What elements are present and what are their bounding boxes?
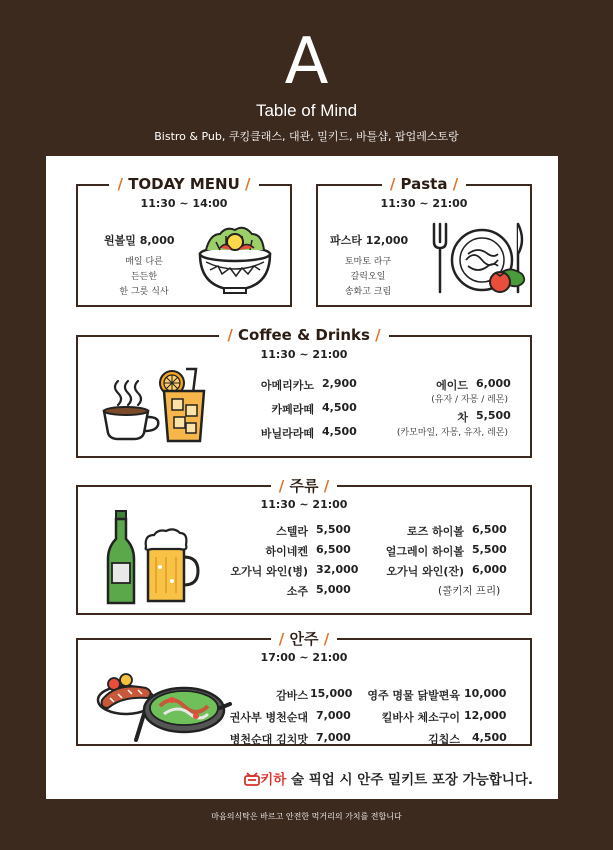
- coffee-item-price-3: 4,500: [322, 425, 357, 438]
- snack-left-name-2: 권사부 병천순대: [229, 711, 308, 724]
- liquor-left-name-4: 소주: [286, 585, 308, 598]
- ade-name: 에이드: [436, 379, 468, 392]
- today-title: TODAY MENU: [128, 175, 240, 193]
- today-desc-1: 매일 다른: [125, 257, 163, 267]
- today-hours: 11:30 ~ 14:00: [140, 197, 228, 210]
- snack-left-price-3: 7,000: [316, 731, 351, 744]
- liquor-box: / 주류 / 11:30 ~ 21:00 스텔라 5,500 하이네켄 6,500 오가닉 와인(병) 32,000 소주 5,000 로즈 하이볼 6,500 얼그레이 하이볼 5,500 오가닉 와인(잔) 6,000 (콜키지 프리): [76, 485, 532, 615]
- pasta-hours: 11:30 ~ 21:00: [380, 197, 468, 210]
- tea-price: 5,500: [476, 409, 511, 422]
- coffee-hours: 11:30 ~ 21:00: [260, 348, 348, 361]
- iced-drink-icon: [156, 365, 214, 445]
- liquor-left-price-3: 32,000: [316, 563, 359, 576]
- liquor-left-price-1: 5,500: [316, 523, 351, 536]
- soju-bottle-icon: [106, 509, 136, 607]
- snack-left-price-2: 7,000: [316, 709, 351, 722]
- coffee-item-name-1: 아메리카노: [260, 379, 314, 392]
- bibimbap-bowl-icon: [196, 220, 274, 298]
- pasta-title: Pasta: [400, 175, 448, 193]
- snack-right-price-3: 4,500: [472, 731, 507, 744]
- snack-right-name-1: 영주 명물 닭발편육: [367, 689, 460, 702]
- liquor-right-price-3: 6,000: [472, 563, 507, 576]
- snack-right-price-2: 12,000: [464, 709, 507, 722]
- liquor-left-name-3: 오가닉 와인(병): [230, 565, 308, 578]
- pickup-notice-text: 술 픽업 시 안주 밀키트 포장 가능합니다.: [286, 772, 533, 788]
- snack-left-name-1: 감바스: [276, 689, 308, 702]
- tea-name: 차: [457, 411, 468, 424]
- liquor-left-name-2: 하이네켄: [265, 545, 308, 558]
- coffee-cup-icon: [102, 377, 164, 443]
- today-desc-2: 든든한: [130, 272, 158, 282]
- slogan: 마음의식탁은 바르고 안전한 먹거리의 가치를 전합니다: [211, 812, 402, 821]
- coffee-item-name-3: 바닐라라떼: [260, 427, 314, 440]
- coffee-item-price-2: 4,500: [322, 401, 357, 414]
- snack-right-price-1: 10,000: [464, 687, 507, 700]
- kiha-logo-icon: [244, 772, 260, 786]
- snacks-box: / 안주 / 17:00 ~ 21:00 감바스 15,000 권사부 병천순대 7,000 병천순대 김치맛 7,000 영주 명물 닭발편육 10,000 킬바사 체소구이 12,000 김칩스 4,500: [76, 638, 532, 746]
- snacks-hours: 17:00 ~ 21:00: [260, 651, 348, 664]
- menu-sheet: [46, 156, 558, 799]
- snack-left-price-1: 15,000: [310, 687, 353, 700]
- brand-tagline: Bistro & Pub, 쿠킹클래스, 대관, 밀키드, 바틀샵, 팝업레스토랑: [154, 130, 459, 143]
- tea-note: (카모마일, 자몽, 유자, 레몬): [396, 428, 508, 438]
- liquor-right-name-2: 얼그레이 하이볼: [385, 545, 464, 558]
- snack-right-name-3: 김칩스: [428, 733, 460, 746]
- liquor-right-name-3: 오가닉 와인(잔): [386, 565, 464, 578]
- coffee-item-price-1: 2,900: [322, 377, 357, 390]
- pasta-main-item: 파스타 12,000: [330, 234, 409, 247]
- snack-left-name-3: 병천순대 김치맛: [229, 733, 308, 746]
- today-main-item: 원볼밀 8,000: [104, 234, 175, 247]
- liquor-left-price-2: 6,500: [316, 543, 351, 556]
- liquor-left-price-4: 5,000: [316, 583, 351, 596]
- ade-note: (유자 / 자몽 / 레몬): [431, 395, 508, 405]
- liquor-right-name-1: 로즈 하이볼: [407, 525, 464, 538]
- pasta-desc-2: 갈릭오일: [350, 272, 386, 282]
- logo-letter: A: [284, 25, 329, 99]
- snacks-title: 안주: [289, 630, 319, 648]
- liquor-right-price-2: 5,500: [472, 543, 507, 556]
- brand-name: Table of Mind: [255, 101, 358, 120]
- pasta-desc-1: 토마토 라구: [344, 257, 392, 267]
- liquor-left-name-1: 스텔라: [276, 525, 308, 538]
- today-menu-box: / TODAY MENU / 11:30 ~ 14:00 원볼밀 8,000 매일 다른 든든한 한 그릇 식사: [76, 184, 292, 307]
- corkage-free-note: (콜키지 프리): [438, 585, 501, 597]
- coffee-drinks-box: / Coffee & Drinks / 11:30 ~ 21:00 아메리카노 2,900 카페라떼 4,500 바닐라라떼 4,500 에이드 6,000 (유자 / 자몽 / 레몬) 차 5,500 (카모마일, 자몽, 유자, 레몬): [76, 335, 532, 458]
- liquor-title: 주류: [289, 477, 319, 495]
- snack-right-name-2: 킬바사 체소구이: [381, 711, 460, 724]
- liquor-hours: 11:30 ~ 21:00: [260, 498, 348, 511]
- kiha-brand: 키하: [260, 772, 287, 788]
- pasta-plate-icon: [428, 220, 528, 300]
- coffee-item-name-2: 카페라떼: [271, 403, 314, 416]
- liquor-right-price-1: 6,500: [472, 523, 507, 536]
- today-desc-3: 한 그릇 식사: [119, 287, 169, 297]
- pickup-notice: [244, 768, 533, 788]
- pasta-box: / Pasta / 11:30 ~ 21:00 파스타 12,000 토마토 라구 갈릭오일 송화고 크림: [316, 184, 532, 307]
- coffee-title: Coffee & Drinks: [238, 326, 370, 344]
- ade-price: 6,000: [476, 377, 511, 390]
- pasta-desc-3: 송화고 크림: [344, 287, 392, 297]
